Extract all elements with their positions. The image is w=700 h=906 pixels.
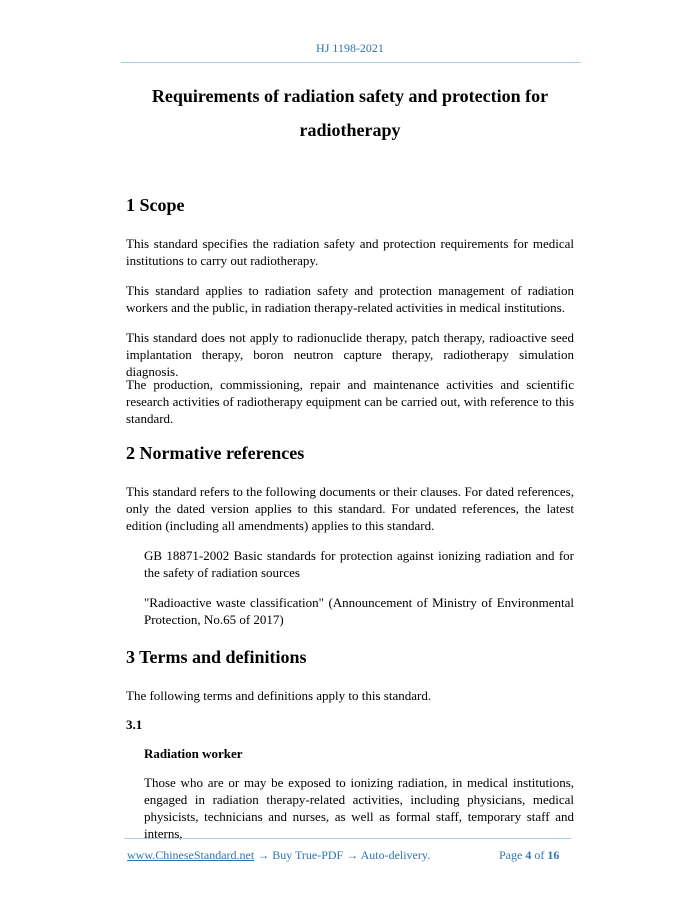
- footer-promo: [127, 848, 430, 863]
- current-page: 4: [525, 848, 532, 862]
- term-number: 3.1: [126, 717, 143, 732]
- normative-paragraph: This standard refers to the following documents or their clauses. For dated references, only the dated version applies to this standard. For undated references, the latest edition (including all amendments) applies to this standard.: [126, 484, 574, 533]
- footer-promo-text: → Buy True-PDF → Auto-delivery.: [254, 848, 431, 862]
- section-heading-normative-references: 2 Normative references: [126, 443, 305, 463]
- total-pages: 16: [547, 848, 560, 862]
- term-title: Radiation worker: [144, 746, 243, 761]
- site-link[interactable]: www.ChineseStandard.net: [127, 848, 255, 862]
- scope-paragraph-1: This standard specifies the radiation safety and protection requirements for medical institutions to carry out radiotherapy.: [126, 236, 574, 268]
- document-title-line-2: radiotherapy: [299, 120, 401, 140]
- scope-paragraph-2: This standard applies to radiation safety and protection management of radiation workers and the public, in radiation therapy-related activities in medical institutions.: [126, 283, 574, 315]
- header-divider: [121, 62, 581, 63]
- footer-divider: [124, 838, 571, 839]
- section-heading-terms: 3 Terms and definitions: [126, 647, 307, 667]
- scope-paragraph-3: This standard does not apply to radionuclide therapy, patch therapy, radioactive seed implantation therapy, boron neutron capture therapy, radiotherapy simulation diagnosis.: [126, 330, 574, 379]
- scope-paragraph-4: The production, commissioning, repair and maintenance activities and scientific research activities of radiotherapy equipment can be carried out, with reference to this standard.: [126, 377, 574, 426]
- document-title-line-1: Requirements of radiation safety and protection for: [151, 86, 549, 106]
- term-definition: Those who are or may be exposed to ionizing radiation, in medical institutions, engaged in radiation therapy-related activities, including physicians, medical physicists, technicians and nurses, as well as formal staff, temporary staff and interns,: [144, 775, 574, 841]
- terms-intro: The following terms and definitions apply to this standard.: [126, 688, 432, 703]
- page-indicator: Page 4 of 16: [499, 848, 560, 862]
- reference-item-waste-classification: "Radioactive waste classification" (Announcement of Ministry of Environmental Protection, No.65 of 2017): [144, 595, 574, 627]
- section-heading-scope: 1 Scope: [126, 195, 185, 215]
- reference-item-gb18871: GB 18871-2002 Basic standards for protection against ionizing radiation and for the safety of radiation sources: [144, 548, 574, 580]
- document-code-header: HJ 1198-2021: [316, 41, 384, 55]
